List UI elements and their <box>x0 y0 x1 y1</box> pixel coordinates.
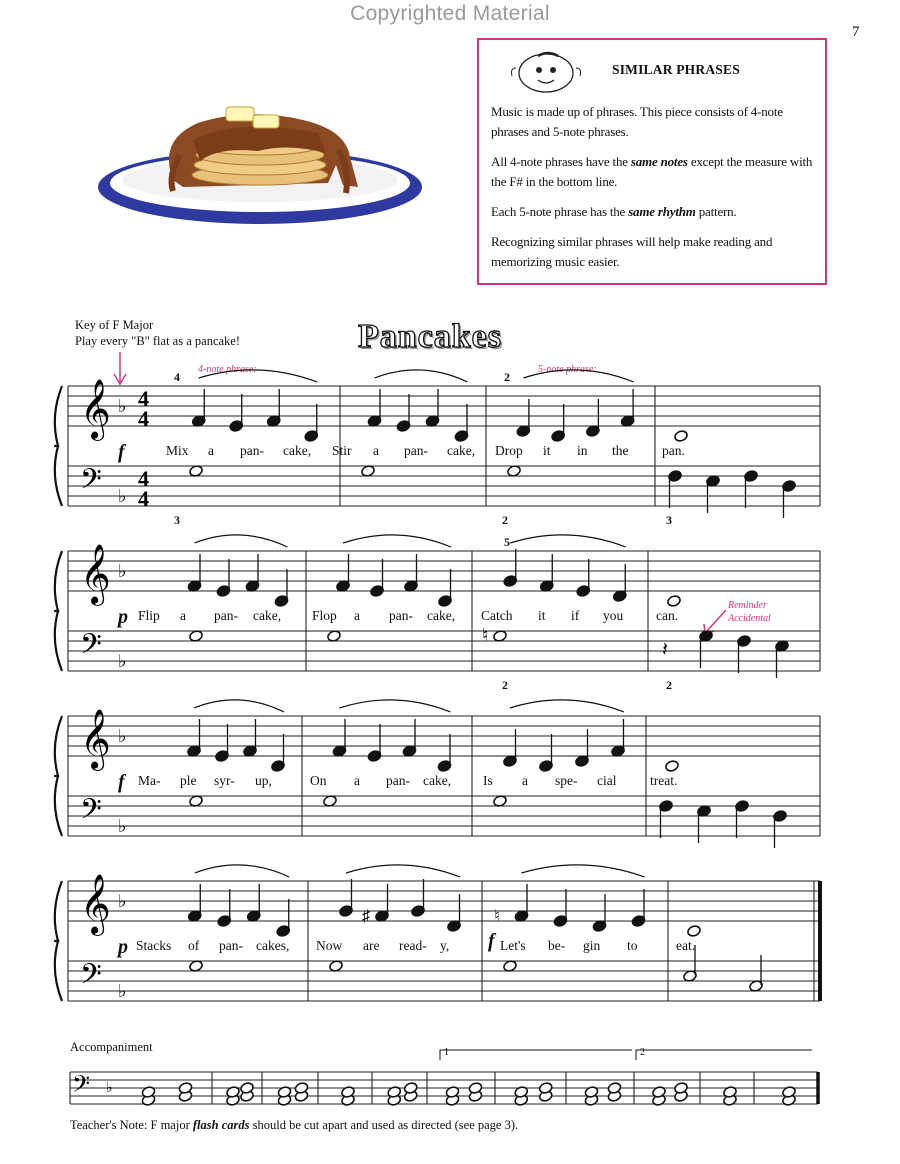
lyric-syllable: pan- <box>404 443 428 458</box>
lyric-syllable: Now <box>316 938 343 953</box>
time-signature: 4 <box>138 486 149 511</box>
bass-clef-icon: 𝄢 <box>80 630 102 667</box>
treble-clef-icon: 𝄞 <box>80 546 111 603</box>
dynamic-marking: f <box>488 930 495 952</box>
lyric-syllable: a <box>180 608 186 623</box>
time-signature: 4 <box>138 406 149 431</box>
brace <box>55 716 62 836</box>
treble-clef-icon: 𝄞 <box>80 381 111 438</box>
dynamic-marking: p <box>118 606 128 628</box>
fingering-number: 2 <box>504 370 510 384</box>
dynamic-marking: p <box>118 936 128 958</box>
lyric-syllable: if <box>571 608 580 623</box>
lyric-syllable: pan- <box>386 773 410 788</box>
fingering-number: 2 <box>502 513 508 527</box>
lyric-syllable: Flip <box>138 608 160 623</box>
phrase-slur <box>194 700 284 712</box>
lyric-syllable: the <box>612 443 629 458</box>
quarter-rest-icon: 𝄽 <box>662 639 669 661</box>
lyric-syllable: in <box>577 443 588 458</box>
lyric-syllable: Catch <box>481 608 513 623</box>
lyric-syllable: Drop <box>495 443 523 458</box>
lyric-syllable: a <box>354 608 360 623</box>
info-paragraph-4: Recognizing similar phrases will help make reading and memorizing music easier. <box>491 234 773 269</box>
phrase-slur <box>510 535 626 547</box>
lyric-syllable: pan- <box>240 443 264 458</box>
natural-sign-icon: ♮ <box>482 625 489 645</box>
melody-whole-note <box>665 760 680 773</box>
lyric-syllable: be- <box>548 938 566 953</box>
lyric-syllable: cial <box>597 773 617 788</box>
lyric-syllable: are <box>363 938 380 953</box>
fingering-number: 2 <box>666 678 672 692</box>
treble-clef-icon: 𝄞 <box>80 876 111 933</box>
lyric-syllable: pan. <box>662 443 685 458</box>
bass-clef-icon: 𝄢 <box>80 960 102 997</box>
lyric-syllable: pan- <box>389 608 413 623</box>
dynamic-marking: f <box>118 771 125 793</box>
flat-icon: ♭ <box>118 651 127 671</box>
lyric-syllable: to <box>627 938 638 953</box>
accomp-flat-icon: ♭ <box>106 1081 113 1096</box>
flat-icon: ♭ <box>118 816 127 836</box>
first-ending-number: 1 <box>444 1047 449 1058</box>
bass-clef-icon: 𝄢 <box>80 465 102 502</box>
lyric-syllable: a <box>373 443 379 458</box>
lyric-syllable: spe- <box>555 773 578 788</box>
phrase-slur <box>522 865 645 877</box>
brace <box>55 386 62 506</box>
lyric-syllable: cake, <box>423 773 452 788</box>
lyric-syllable: treat. <box>650 773 678 788</box>
brace <box>55 881 62 1001</box>
fingering-number: 2 <box>502 678 508 692</box>
flat-icon: ♭ <box>118 396 127 416</box>
treble-clef-icon: 𝄞 <box>80 711 111 768</box>
key-label: Key of F Major <box>75 318 154 332</box>
lyric-syllable: Ma- <box>138 773 161 788</box>
lyric-syllable: pan- <box>214 608 238 623</box>
flat-icon: ♭ <box>118 981 127 1001</box>
fingering-number: 3 <box>666 513 672 527</box>
info-paragraph-2: All 4-note phrases have the same notes except the measure with the F# in the bottom line. <box>491 154 813 189</box>
lyric-syllable: y, <box>440 938 450 953</box>
info-paragraph-1: Music is made up of phrases. This piece consists of 4-note phrases and 5-note phrases. <box>491 104 783 139</box>
phrase-label-5: 5-note phrase: <box>538 364 597 375</box>
phrase-slur <box>195 535 288 547</box>
time-signature: 4 <box>138 386 149 411</box>
lyric-syllable: you <box>603 608 624 623</box>
bass-clef-icon: 𝄢 <box>80 795 102 832</box>
lyric-syllable: gin <box>583 938 601 953</box>
second-ending-number: 2 <box>640 1047 645 1058</box>
brace <box>55 551 62 671</box>
lyric-syllable: ple <box>180 773 197 788</box>
teacher-note: Teacher's Note: F major flash cards should be cut apart and used as directed (see page 3). <box>70 1118 519 1132</box>
page-number: 7 <box>852 24 860 40</box>
copyright-watermark: Copyrighted Material <box>350 2 550 25</box>
flat-icon: ♭ <box>118 486 127 506</box>
reminder-label-2: Accidental <box>728 613 771 624</box>
lyric-syllable: cake, <box>253 608 282 623</box>
phrase-slur <box>199 370 318 382</box>
lyric-syllable: a <box>208 443 214 458</box>
lyric-syllable: cake, <box>447 443 476 458</box>
info-box-title: SIMILAR PHRASES <box>612 62 740 77</box>
lyric-syllable: it <box>538 608 546 623</box>
lyric-syllable: a <box>354 773 360 788</box>
lyric-syllable: syr- <box>214 773 235 788</box>
lyric-syllable: can. <box>656 608 679 623</box>
lyric-syllable: up, <box>255 773 272 788</box>
fingering-number: 5 <box>504 535 510 549</box>
lyric-syllable: read- <box>399 938 427 953</box>
lyric-syllable: of <box>188 938 200 953</box>
time-signature: 4 <box>138 466 149 491</box>
phrase-slur <box>340 700 451 712</box>
lyric-syllable: Mix <box>166 443 189 458</box>
sharp-sign-icon: ♯ <box>362 908 370 925</box>
dynamic-marking: f <box>118 441 125 463</box>
natural-sign-icon: ♮ <box>494 908 500 925</box>
phrase-slur <box>510 700 624 712</box>
lyric-syllable: Flop <box>312 608 337 623</box>
second-ending-bracket <box>636 1050 812 1060</box>
fingering-number: 4 <box>174 370 180 384</box>
accomp-bass-clef-icon: 𝄢 <box>72 1072 91 1103</box>
lyric-syllable: On <box>310 773 327 788</box>
lyric-syllable: Stacks <box>136 938 172 953</box>
lyric-syllable: cake, <box>283 443 312 458</box>
lyric-syllable: a <box>522 773 528 788</box>
phrase-slur <box>346 865 460 877</box>
lyric-syllable: Stir <box>332 443 352 458</box>
key-instruction: Play every "B" flat as a pancake! <box>75 334 240 348</box>
flat-icon: ♭ <box>118 891 127 911</box>
first-ending-bracket <box>440 1050 632 1060</box>
phrase-label-4: 4-note phrase: <box>198 364 257 375</box>
phrase-slur <box>343 535 451 547</box>
melody-whole-note <box>674 430 689 443</box>
lyric-syllable: cake, <box>427 608 456 623</box>
phrase-slur <box>195 865 290 877</box>
phrase-slur <box>375 370 468 382</box>
lyric-syllable: Is <box>483 773 493 788</box>
flat-icon: ♭ <box>118 726 127 746</box>
info-paragraph-3: Each 5-note phrase has the same rhythm pattern. <box>491 204 737 219</box>
accompaniment-label: Accompaniment <box>70 1040 153 1054</box>
lyric-syllable: eat. <box>676 938 696 953</box>
lyric-syllable: cakes, <box>256 938 290 953</box>
song-title: Pancakes <box>358 318 502 355</box>
reminder-label-1: Reminder <box>728 600 767 611</box>
melody-whole-note <box>667 595 682 608</box>
fingering-number: 3 <box>174 513 180 527</box>
melody-whole-note <box>687 925 702 938</box>
lyric-syllable: pan- <box>219 938 243 953</box>
flat-icon: ♭ <box>118 561 127 581</box>
lyric-syllable: Let's <box>500 938 526 953</box>
phrase-slur <box>523 370 633 382</box>
lyric-syllable: it <box>543 443 551 458</box>
